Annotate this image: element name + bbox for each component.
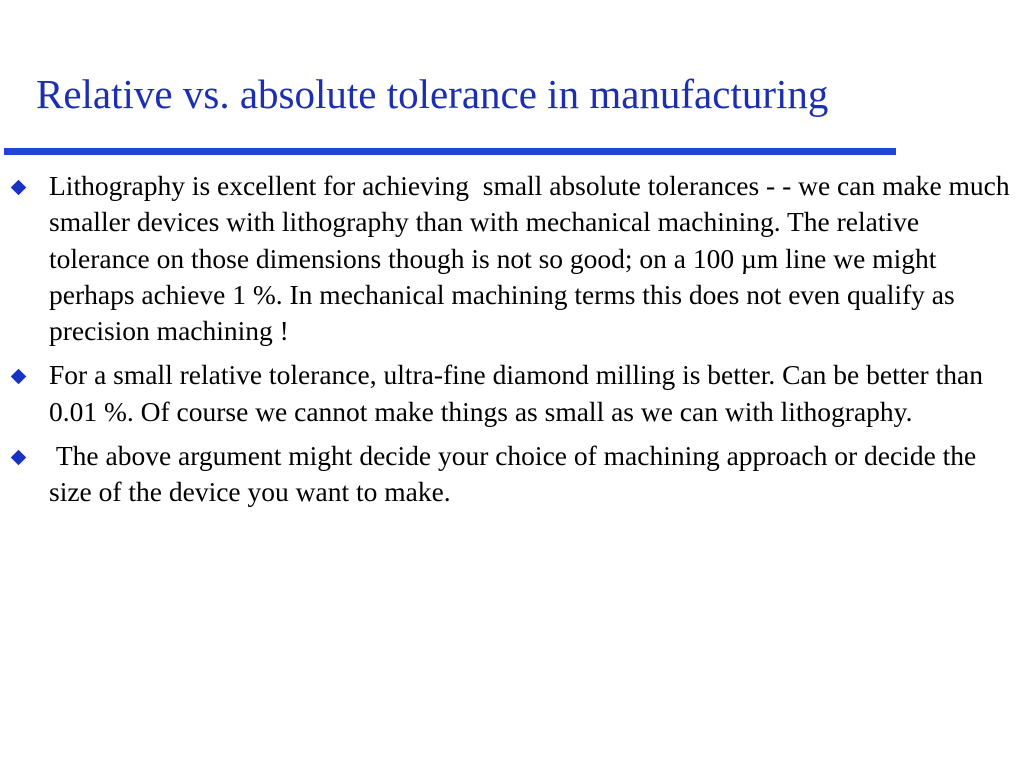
bullet-item bbox=[0, 357, 1024, 430]
bullet-list bbox=[0, 168, 1024, 519]
diamond-bullet-icon bbox=[11, 450, 27, 466]
bullet-text: For a small relative tolerance, ultra-fine diamond milling is better. Can be better than 0.01 %. Of course we cannot make things as small as we can with lithography. bbox=[49, 359, 997, 427]
bullet-text: The above argument might decide your choice of machining approach or decide the size of the device you want to make. bbox=[49, 440, 984, 508]
diamond-bullet-icon bbox=[11, 369, 27, 385]
bullet-text: Lithography is excellent for achieving small absolute tolerances - - we can make much smaller devices with lithography than with mechanical machining. The relative tolerance on those dimensions though is not so good; on a 100 µm line we might perhaps achieve 1 %. In mechanical machining terms this does not even qualify as precision machining ! bbox=[49, 170, 1017, 347]
slide-title: Relative vs. absolute tolerance in manufacturing bbox=[36, 71, 829, 117]
title-underline bbox=[4, 148, 896, 155]
bullet-item bbox=[0, 438, 1024, 511]
diamond-bullet-icon bbox=[11, 180, 27, 196]
bullet-item bbox=[0, 168, 1024, 349]
